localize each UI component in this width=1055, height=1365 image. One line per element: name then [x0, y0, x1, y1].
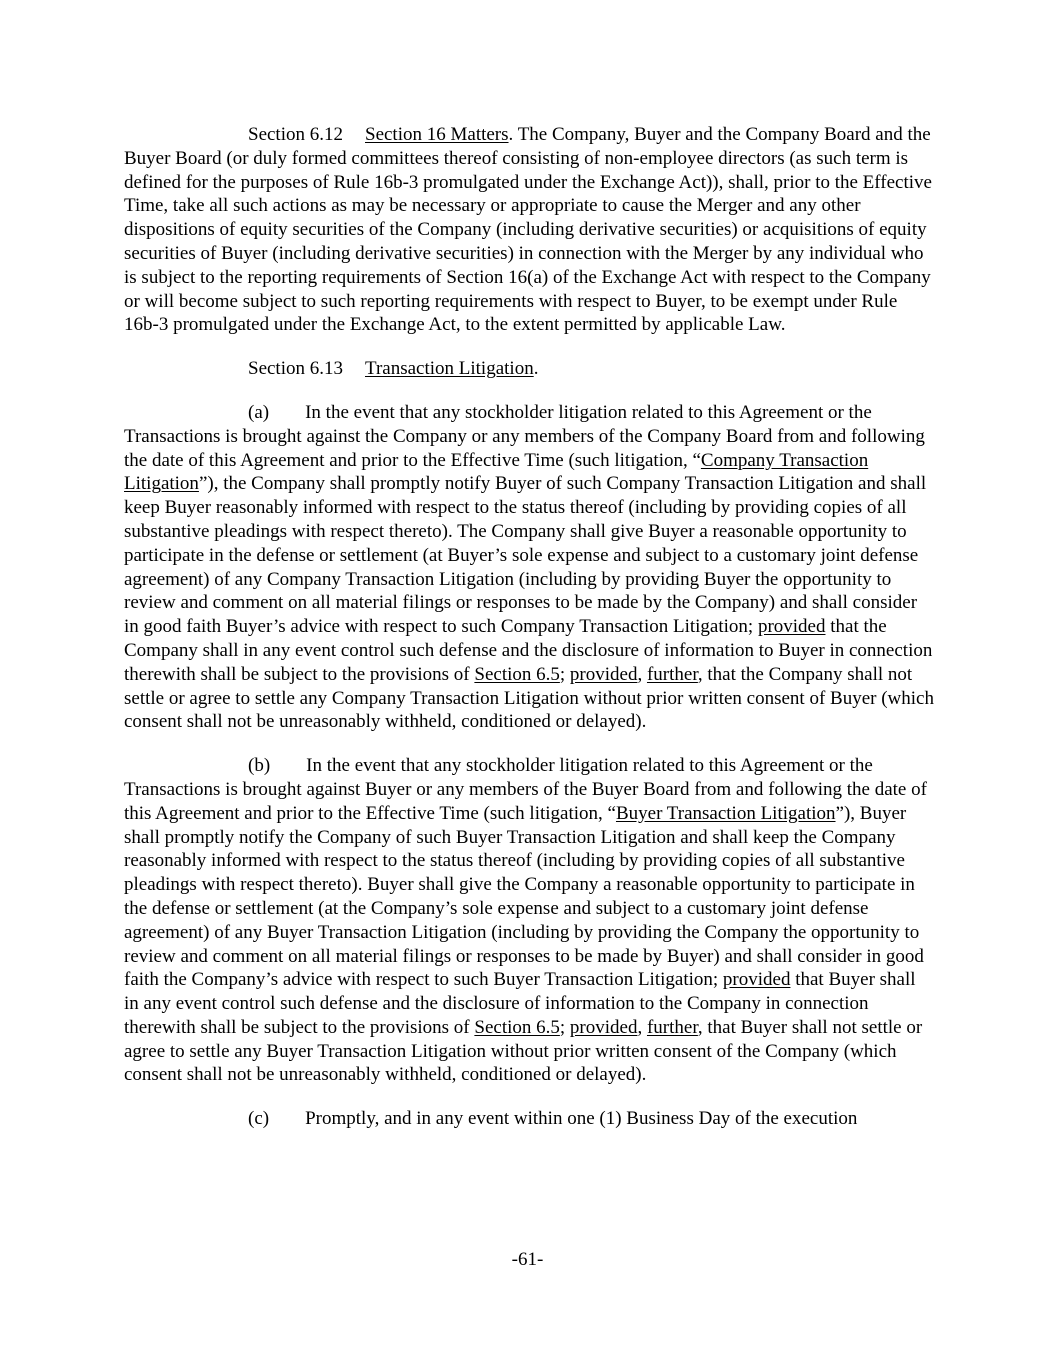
subsection-b-paragraph	[124, 754, 934, 1087]
section-reference: Section 6.5	[474, 663, 560, 685]
subsection-b-text-5: ,	[637, 1016, 647, 1038]
subsection-b-label: (b)	[248, 755, 271, 777]
subsection-a-text-2: ”), the Company shall promptly notify Buyer of such Company Transaction Litigation and shall keep Buyer reasonably informed with respect to the status thereof (including by providing copies of all substantive pleadings with respect thereto). The Company shall give Buyer a reasonable opportunity to participate in the defense or settlement (at Buyer’s sole expense and subject to a customary joint defense agreement) of any Company Transaction Litigation (including by providing Buyer the opportunity to review and comment on all material filings or responses to be made by the Company) and shall consider in good faith Buyer’s advice with respect to such Company Transaction Litigation;	[124, 473, 927, 638]
subsection-a-text-1: In the event that any stockholder litigation related to this Agreement or the Transactions is brought against the Company or any members of the Company Board from and following the date of this Agreement and prior to the Effective Time (such litigation, “	[124, 401, 925, 471]
subsection-c-text: Promptly, and in any event within one (1) Business Day of the execution	[305, 1108, 858, 1130]
subsection-c-label: (c)	[248, 1108, 270, 1130]
subsection-a-label: (a)	[248, 401, 270, 423]
defined-term-company-transaction-litigation: Company Transaction Litigation	[124, 449, 869, 495]
provided-term: provided	[722, 969, 791, 991]
subsection-b-text-3: that Buyer shall in any event control such defense and the disclosure of information to the Company in connection therewith shall be subject to the provisions of	[124, 969, 916, 1038]
section-6-12-number: Section 6.12	[248, 124, 343, 145]
subsection-b-text-6: , that Buyer shall not settle or agree to settle any Buyer Transaction Litigation without prior written consent of the Company (which consent shall not be unreasonably withheld, conditioned or delayed).	[124, 1016, 923, 1086]
section-6-13-number: Section 6.13	[248, 358, 343, 380]
subsection-a-paragraph	[124, 401, 934, 734]
further-term: further	[646, 663, 698, 685]
subsection-b-text-4: ;	[559, 1016, 570, 1038]
subsection-b-text-2: ”), Buyer shall promptly notify the Company of such Buyer Transaction Litigation and shall keep the Company reasonably informed with respect to the status thereof (including by providing copies of all substantive pleadings with respect thereto). Buyer shall give the Company a reasonable opportunity to participate in the defense or settlement (at the Company’s sole expense and subject to a customary joint defense agreement) of any Buyer Transaction Litigation (including by providing the Company the opportunity to review and comment on all material filings or responses to be made by Buyer) and shall consider in good faith the Company’s advice with respect to such Buyer Transaction Litigation;	[124, 802, 924, 991]
subsection-b-text-1: In the event that any stockholder litigation related to this Agreement or the Transactions is brought against Buyer or any members of the Buyer Board from and following the date of this Agreement and prior to the Effective Time (such litigation, “	[124, 755, 927, 824]
subsection-a-text-5: ,	[637, 663, 647, 685]
subsection-a-text-6: , that the Company shall not settle or agree to settle any Company Transaction Litigation without prior written consent of Buyer (which consent shall not be unreasonably withheld, conditioned or delayed).	[124, 663, 934, 733]
subsection-a-text-3: that the Company shall in any event control such defense and the disclosure of information to Buyer in connection therewith shall be subject to the provisions of	[124, 616, 933, 685]
further-term: further	[646, 1016, 698, 1038]
provided-term: provided	[757, 616, 826, 638]
page-number: -61-	[511, 1249, 544, 1270]
section-6-12-title: Section 16 Matters	[365, 124, 509, 145]
provided-term: provided	[569, 663, 638, 685]
section-6-13-heading	[124, 357, 934, 381]
section-6-12-body: . The Company, Buyer and the Company Board and the Buyer Board (or duly formed committees thereof consisting of non-employee directors (as such term is defined for the purposes of Rule 16b-3 promulgated under the Exchange Act)), shall, prior to the Effective Time, take all such actions as may be necessary or appropriate to cause the Merger and any other dispositions of equity securities of the Company (including derivative securities) or acquisitions of equity securities of Buyer (including derivative securities) in connection with the Merger by any individual who is subject to the reporting requirements of Section 16(a) of the Exchange Act with respect to the Company or will become subject to such reporting requirements with respect to Buyer, to be exempt under Rule 16b-3 promulgated under the Exchange Act, to the extent permitted by applicable Law.	[124, 124, 932, 336]
section-6-13-period: .	[533, 358, 539, 380]
section-6-13-title: Transaction Litigation	[365, 358, 534, 380]
provided-term: provided	[569, 1016, 638, 1038]
defined-term-buyer-transaction-litigation: Buyer Transaction Litigation	[615, 802, 836, 824]
subsection-a-text-4: ;	[559, 663, 570, 685]
section-6-12-paragraph	[124, 123, 934, 337]
section-reference: Section 6.5	[474, 1016, 560, 1038]
document-page	[124, 123, 934, 1131]
subsection-c-paragraph	[124, 1107, 934, 1131]
